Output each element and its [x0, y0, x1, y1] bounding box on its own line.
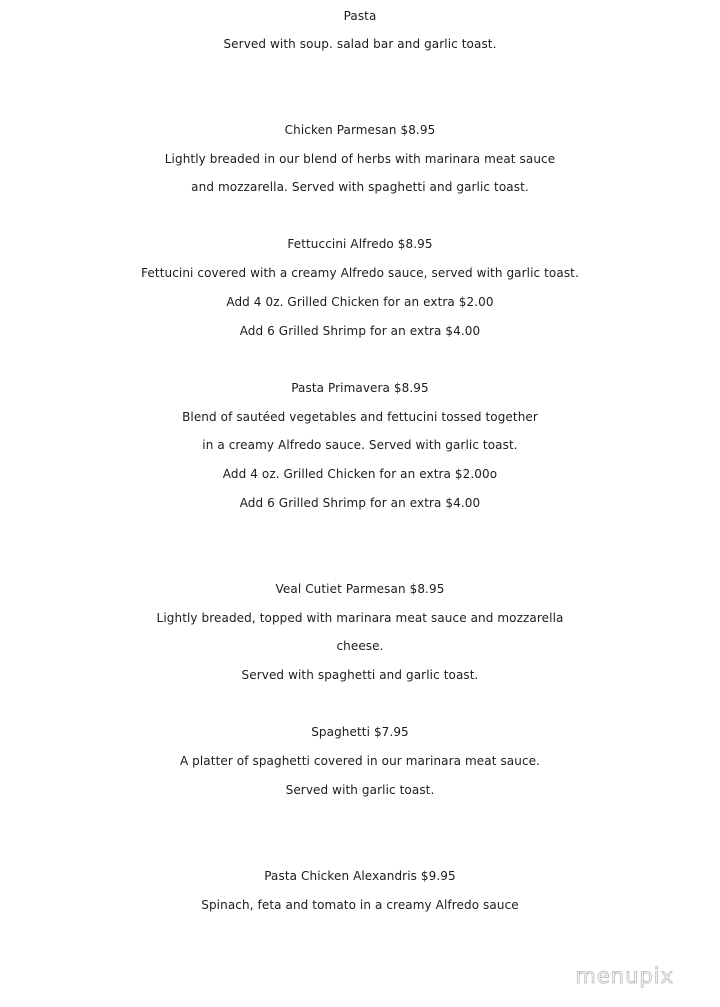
menu-item-description: and mozzarella. Served with spaghetti and garlic toast. — [191, 180, 529, 194]
menu-item-title: Fettuccini Alfredo $8.95 — [287, 237, 433, 251]
menu-item-description: Served with spaghetti and garlic toast. — [241, 668, 479, 682]
menu-item-addon: Add 4 0z. Grilled Chicken for an extra $2.00 — [226, 295, 494, 309]
menu-item-title: Spaghetti $7.95 — [311, 725, 409, 739]
menu-item-addon: Add 6 Grilled Shrimp for an extra $4.00 — [239, 324, 481, 338]
menu-item-description: Spinach, feta and tomato in a creamy Alfredo sauce — [201, 898, 519, 912]
menu-item-description: Blend of sautéed vegetables and fettucini tossed together — [182, 410, 538, 424]
menu-item-description: Lightly breaded, topped with marinara meat sauce and mozzarella — [156, 611, 564, 625]
menu-item-title: Chicken Parmesan $8.95 — [284, 123, 436, 137]
menu-item-description: in a creamy Alfredo sauce. Served with garlic toast. — [202, 438, 518, 452]
section-title: Pasta — [343, 9, 377, 23]
menu-item-title: Veal Cutiet Parmesan $8.95 — [275, 582, 445, 596]
menu-item-addon: Add 4 oz. Grilled Chicken for an extra $2.00o — [222, 467, 498, 481]
menu-item-title: Pasta Primavera $8.95 — [291, 381, 429, 395]
menu-item-description: Fettucini covered with a creamy Alfredo sauce, served with garlic toast. — [141, 266, 579, 280]
menu-item-description: cheese. — [336, 639, 384, 653]
menu-item-description: A platter of spaghetti covered in our marinara meat sauce. — [179, 754, 541, 768]
section-subtitle: Served with soup. salad bar and garlic toast. — [223, 37, 497, 51]
menupix-watermark-logo: menupix — [575, 964, 674, 988]
menu-item-title: Pasta Chicken Alexandris $9.95 — [264, 869, 456, 883]
menu-item-description: Lightly breaded in our blend of herbs with marinara meat sauce — [164, 152, 556, 166]
menu-item-description: Served with garlic toast. — [285, 783, 435, 797]
menu-item-addon: Add 6 Grilled Shrimp for an extra $4.00 — [239, 496, 481, 510]
